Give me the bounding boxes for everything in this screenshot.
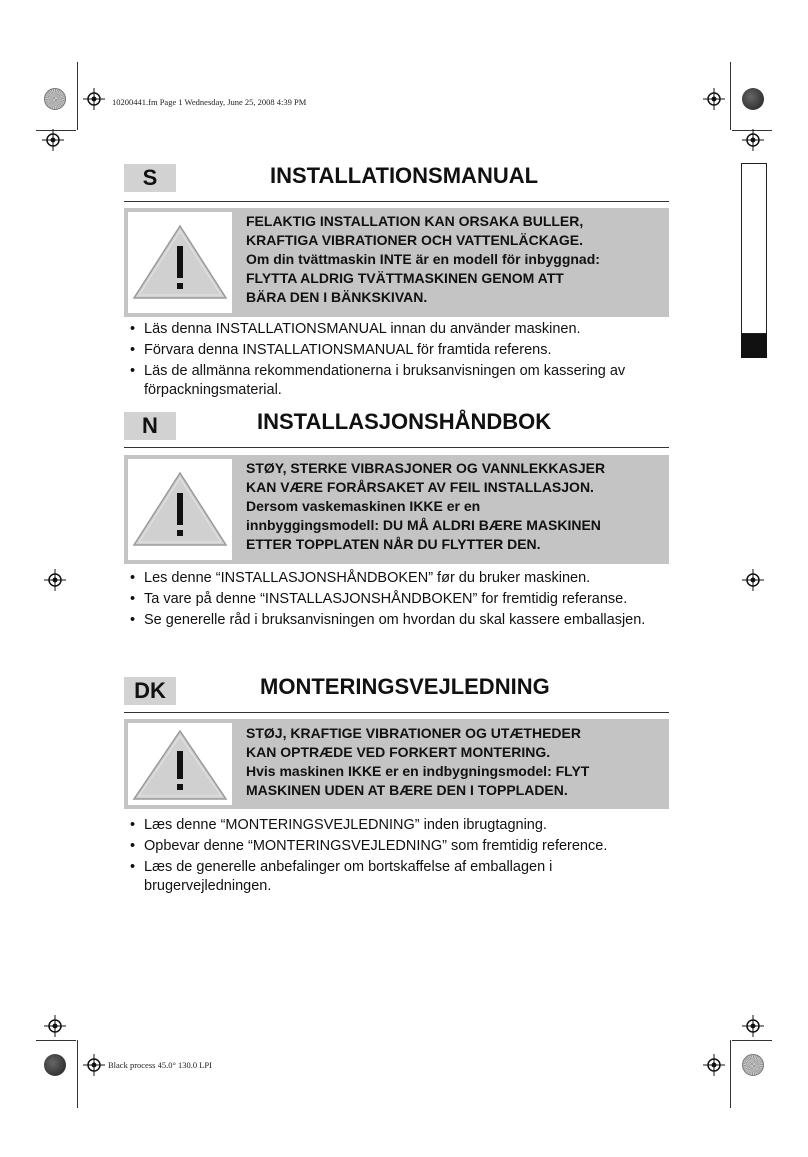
list-item: • Ta vare på denne “INSTALLASJONSHÅNDBOKEN” for fremtidig referanse. bbox=[130, 590, 670, 609]
language-code-n: N bbox=[124, 412, 176, 440]
warning-icon-frame bbox=[128, 723, 232, 805]
warning-line: KAN VÆRE FORÅRSAKET AV FEIL INSTALLASJON. bbox=[246, 479, 594, 495]
density-patch-icon bbox=[44, 1054, 66, 1076]
list-item: • Opbevar denne “MONTERINGSVEJLEDNING” som fremtidig reference. bbox=[130, 837, 670, 856]
density-patch-icon bbox=[742, 1054, 764, 1076]
language-code-s: S bbox=[124, 164, 176, 192]
crop-mark bbox=[36, 1040, 76, 1041]
crop-mark bbox=[730, 1040, 731, 1108]
crop-mark bbox=[77, 1040, 78, 1108]
warning-line: Hvis maskinen IKKE er en indbygningsmodel: FLYT bbox=[246, 763, 590, 779]
title-rule bbox=[124, 712, 669, 713]
warning-triangle-icon bbox=[128, 459, 232, 560]
density-patch-icon bbox=[742, 88, 764, 110]
section-title-dk: MONTERINGSVEJLEDNING bbox=[260, 674, 550, 699]
density-patch-icon bbox=[44, 88, 66, 110]
warning-triangle-icon bbox=[128, 212, 232, 313]
section-title-s: INSTALLATIONSMANUAL bbox=[270, 163, 539, 188]
list-item: • Læs de generelle anbefalinger om bortskaffelse af emballagen i brugervejledningen. bbox=[130, 858, 670, 896]
crop-mark bbox=[77, 62, 78, 130]
registration-crosshair-icon bbox=[83, 1054, 105, 1076]
registration-crosshair-icon bbox=[742, 569, 764, 591]
warning-line: MASKINEN UDEN AT BÆRE DEN I TOPPLADEN. bbox=[246, 782, 568, 798]
registration-crosshair-icon bbox=[703, 88, 725, 110]
warning-line: STØJ, KRAFTIGE VIBRATIONER OG UTÆTHEDER bbox=[246, 725, 581, 741]
print-footer-info: Black process 45.0° 130.0 LPI bbox=[108, 1060, 212, 1070]
crop-mark bbox=[730, 62, 731, 130]
warning-line: Om din tvättmaskin INTE är en modell för inbyggnad: bbox=[246, 251, 600, 267]
side-language-tab-marker bbox=[741, 334, 767, 358]
warning-text-n bbox=[246, 459, 663, 554]
warning-line: Dersom vaskemaskinen IKKE er en bbox=[246, 498, 481, 514]
list-item: • Läs denna INSTALLATIONSMANUAL innan du använder maskinen. bbox=[130, 320, 670, 339]
registration-crosshair-icon bbox=[742, 1015, 764, 1037]
warning-icon-frame bbox=[128, 459, 232, 560]
list-item: • Förvara denna INSTALLATIONSMANUAL för framtida referens. bbox=[130, 341, 670, 360]
bullet-list-dk bbox=[130, 816, 670, 898]
registration-crosshair-icon bbox=[83, 88, 105, 110]
warning-line: STØY, STERKE VIBRASJONER OG VANNLEKKASJER bbox=[246, 460, 606, 476]
section-title-n: INSTALLASJONSHÅNDBOK bbox=[257, 409, 552, 434]
list-item: • Les denne “INSTALLASJONSHÅNDBOKEN” før du bruker maskinen. bbox=[130, 569, 670, 588]
warning-triangle-icon bbox=[128, 723, 232, 805]
registration-crosshair-icon bbox=[742, 129, 764, 151]
warning-line: KAN OPTRÆDE VED FORKERT MONTERING. bbox=[246, 744, 551, 760]
warning-icon-frame bbox=[128, 212, 232, 313]
list-item: • Läs de allmänna rekommendationerna i bruksanvisningen om kassering av förpackningsmaterial. bbox=[130, 362, 670, 400]
title-rule bbox=[124, 447, 669, 448]
registration-crosshair-icon bbox=[703, 1054, 725, 1076]
registration-crosshair-icon bbox=[44, 569, 66, 591]
list-item: • Se generelle råd i bruksanvisningen om hvordan du skal kassere emballasjen. bbox=[130, 611, 670, 630]
warning-text-dk bbox=[246, 724, 663, 800]
language-code-dk: DK bbox=[124, 677, 176, 705]
warning-line: ETTER TOPPLATEN NÅR DU FLYTTER DEN. bbox=[246, 536, 541, 552]
print-header-info: 10200441.fm Page 1 Wednesday, June 25, 2008 4:39 PM bbox=[112, 97, 307, 107]
bullet-list-n bbox=[130, 569, 670, 632]
list-item: • Læs denne “MONTERINGSVEJLEDNING” inden ibrugtagning. bbox=[130, 816, 670, 835]
registration-crosshair-icon bbox=[44, 1015, 66, 1037]
crop-mark bbox=[732, 1040, 772, 1041]
side-language-tab bbox=[741, 163, 767, 334]
warning-box-n bbox=[124, 455, 669, 564]
warning-text-s bbox=[246, 212, 663, 307]
warning-line: innbyggingsmodell: DU MÅ ALDRI BÆRE MASKINEN bbox=[246, 517, 601, 533]
warning-line: FELAKTIG INSTALLATION KAN ORSAKA BULLER, bbox=[246, 213, 584, 229]
warning-box-s bbox=[124, 208, 669, 317]
warning-line: KRAFTIGA VIBRATIONER OCH VATTENLÄCKAGE. bbox=[246, 232, 584, 248]
title-rule bbox=[124, 201, 669, 202]
registration-crosshair-icon bbox=[42, 129, 64, 151]
warning-box-dk bbox=[124, 719, 669, 809]
warning-line: BÄRA DEN I BÄNKSKIVAN. bbox=[246, 289, 428, 305]
bullet-list-s bbox=[130, 320, 670, 402]
warning-line: FLYTTA ALDRIG TVÄTTMASKINEN GENOM ATT bbox=[246, 270, 564, 286]
